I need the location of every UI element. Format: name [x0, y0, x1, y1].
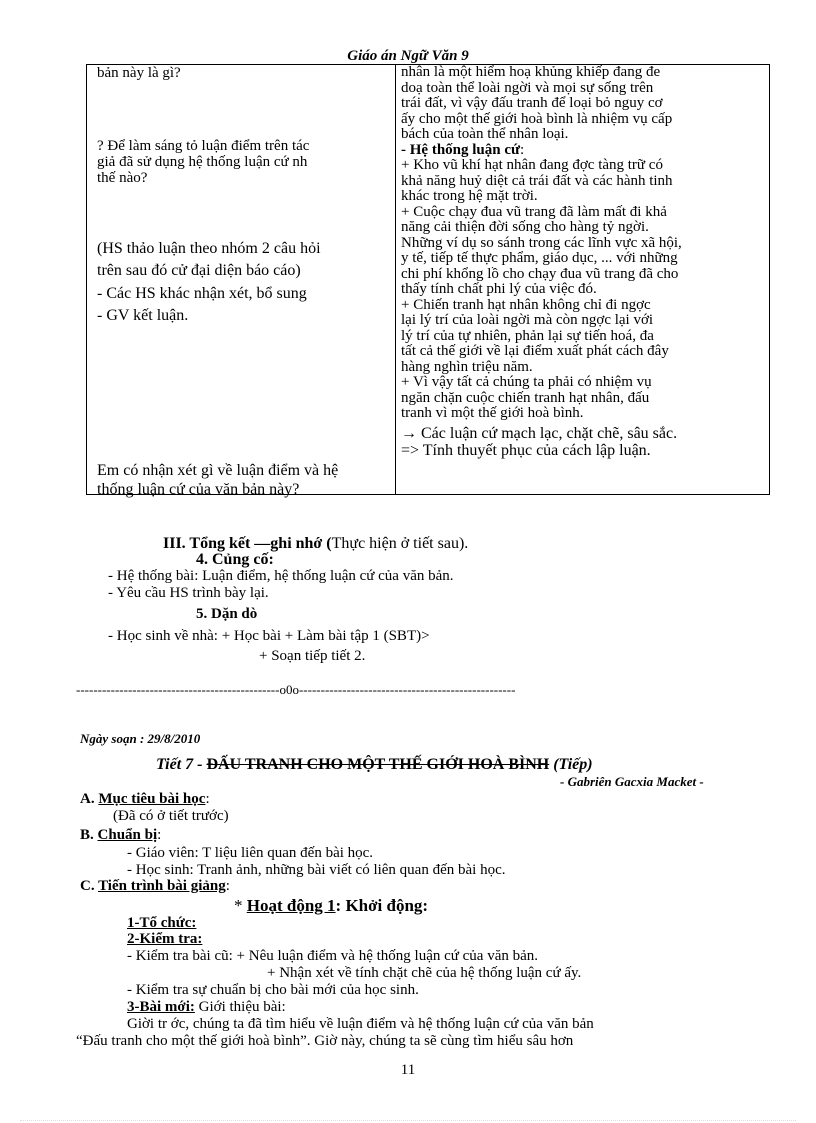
section-divider: -----------------------------------------------o0o--------------------------------------------------	[76, 682, 516, 697]
check-item-2: + Nhận xét về tính chặt chẽ của hệ thống luận cứ ấy.	[267, 965, 582, 981]
content-line: y tế, tiếp tế thực phẩm, giáo dục, ... với những	[401, 250, 678, 266]
content-line: năng cải thiện đời sống cho hàng tỷ ngời.	[401, 219, 649, 235]
content-line: trái đất, vì vậy đấu tranh để loại bỏ nguy cơ	[401, 95, 663, 111]
content-line: + Cuộc chạy đua vũ trang đã làm mất đi khả	[401, 203, 667, 220]
check-item-3: - Kiểm tra sự chuẩn bị cho bài mới của học sinh.	[127, 982, 419, 998]
consolidation-item-2: - Yêu cầu HS trình bày lại.	[108, 585, 269, 601]
summary-heading: III. Tổng kết —ghi nhớ (Thực hiện ở tiết sau).	[163, 535, 469, 552]
page-number: 11	[400, 1062, 416, 1078]
question-3-line-1: Em có nhận xét gì về luận điểm và hệ	[97, 462, 339, 479]
question-1: bản này là gì?	[97, 65, 181, 81]
question-2-line-3: thế nào?	[97, 170, 148, 186]
content-cell	[396, 65, 770, 495]
content-line: + Kho vũ khí hạt nhân đang đợc tàng trữ có	[401, 157, 663, 173]
arrow-right-icon: →	[401, 424, 417, 442]
argument-system-heading: - Hệ thống luận cứ:	[401, 141, 525, 158]
discussion-line-3: - Các HS khác nhận xét, bổ sung	[97, 285, 307, 302]
section-b-item-1: - Giáo viên: T liệu liên quan đến bài học.	[127, 845, 374, 861]
section-b: B. Chuẩn bị:	[80, 827, 162, 843]
consolidation-item-1: - Hệ thống bài: Luận điểm, hệ thống luận cứ của văn bản.	[108, 568, 454, 584]
new-lesson-heading: 3-Bài mới: Giới thiệu bài:	[127, 999, 286, 1015]
section-a: A. Mục tiêu bài học:	[80, 791, 210, 807]
content-line: + Vì vậy tất cả chúng ta phải có nhiệm vụ	[401, 374, 652, 390]
section-a-note: (Đã có ở tiết trước)	[113, 808, 229, 824]
lesson-title: Tiết 7 - ĐẤU TRANH CHO MỘT THẾ GIỚI HOÀ BÌNH (Tiếp)	[156, 756, 593, 773]
discussion-line-4: - GV kết luận.	[97, 307, 189, 324]
homework-heading: 5. Dặn dò	[196, 606, 258, 622]
argument-1	[401, 158, 764, 205]
lesson-table	[86, 64, 770, 498]
content-line: ấy cho một thế giới hoà bình là nhiệm vụ cấp	[401, 110, 673, 127]
check-item-1: - Kiểm tra bài cũ: + Nêu luận điểm và hệ thống luận cứ của văn bản.	[127, 948, 539, 964]
content-line: chi phí khổng lồ cho chạy đua vũ trang đã cho	[401, 265, 679, 282]
content-line: lại lý trí của loài ngời mà còn ngợc lại với	[401, 312, 654, 328]
intro-line-1: Giời tr ớc, chúng ta đã tìm hiểu về luận điểm và hệ thống luận cứ của văn bản	[127, 1016, 594, 1032]
question-3-line-2: thống luận cứ của văn bản này?	[97, 481, 300, 498]
preparation-date: Ngày soạn : 29/8/2010	[80, 731, 201, 746]
discussion-line-1: (HS thảo luận theo nhóm 2 câu hỏi	[97, 240, 321, 257]
author: - Gabriên Gacxia Macket -	[560, 774, 704, 789]
content-line: tất cả thế giới về lại điểm xuất phát cách đây	[401, 343, 669, 359]
content-line: hàng nghìn triệu năm.	[401, 358, 533, 375]
homework-item-2: + Soạn tiếp tiết 2.	[259, 648, 366, 664]
question-2-line-2: giả đã sử dụng hệ thống luận cứ nh	[97, 154, 308, 170]
check-heading: 2-Kiểm tra:	[127, 931, 203, 947]
content-line: doạ toàn thể loài ngời và mọi sự sống trên	[401, 79, 654, 96]
section-b-item-2: - Học sinh: Tranh ảnh, những bài viết có liên quan đến bài học.	[127, 862, 506, 878]
intro-line-2: “Đấu tranh cho một thế giới hoà bình”. Giờ này, chúng ta sẽ cùng tìm hiểu sâu hơn	[76, 1033, 574, 1049]
activity-heading: * Hoạt động 1: Khởi động:	[234, 896, 429, 915]
discussion-line-2: trên sau đó cử đại diện báo cáo)	[97, 262, 301, 279]
question-2-line-1: ? Để làm sáng tỏ luận điểm trên tác	[97, 138, 310, 154]
page-bottom-rule	[20, 1120, 796, 1121]
conclusion-1: → Các luận cứ mạch lạc, chặt chẽ, sâu sắc.	[401, 424, 678, 442]
teacher-activity-cell	[87, 65, 396, 498]
content-line: nhân là một hiểm hoạ khủng khiếp đang đe	[401, 64, 661, 80]
argument-3	[401, 298, 764, 376]
organization-heading: 1-Tổ chức:	[127, 915, 197, 931]
content-line: tranh vì một thế giới hoà bình.	[401, 405, 584, 421]
argument-2	[401, 205, 764, 298]
page-header: Giáo án Ngữ Văn 9	[347, 48, 469, 64]
content-line: + Chiến tranh hạt nhân không chỉ đi ngợc	[401, 296, 651, 313]
homework-item-1: - Học sinh về nhà: + Học bài + Làm bài tập 1 (SBT)>	[108, 628, 430, 644]
intro-paragraph	[401, 65, 764, 143]
content-line: khả năng huỷ diệt cả trái đất và các hành tinh	[401, 172, 673, 189]
content-line: bách của toàn thể nhân loại.	[401, 126, 569, 142]
content-line: thấy tính chất phi lý của việc đó.	[401, 281, 597, 297]
consolidation-heading: 4. Củng cố:	[196, 551, 274, 568]
content-line: lý trí của tự nhiên, phản lại sự tiến hoá, đa	[401, 327, 654, 344]
section-c: C. Tiến trình bài giảng:	[80, 878, 230, 894]
argument-4	[401, 375, 764, 422]
content-line: Những ví dụ so sánh trong các lĩnh vực xã hội,	[401, 234, 682, 251]
content-line: khác trong hệ mặt trời.	[401, 188, 538, 204]
conclusion-2: => Tính thuyết phục của cách lập luận.	[401, 441, 651, 459]
content-line: ngăn chặn cuộc chiến tranh hạt nhân, đấu	[401, 389, 650, 406]
